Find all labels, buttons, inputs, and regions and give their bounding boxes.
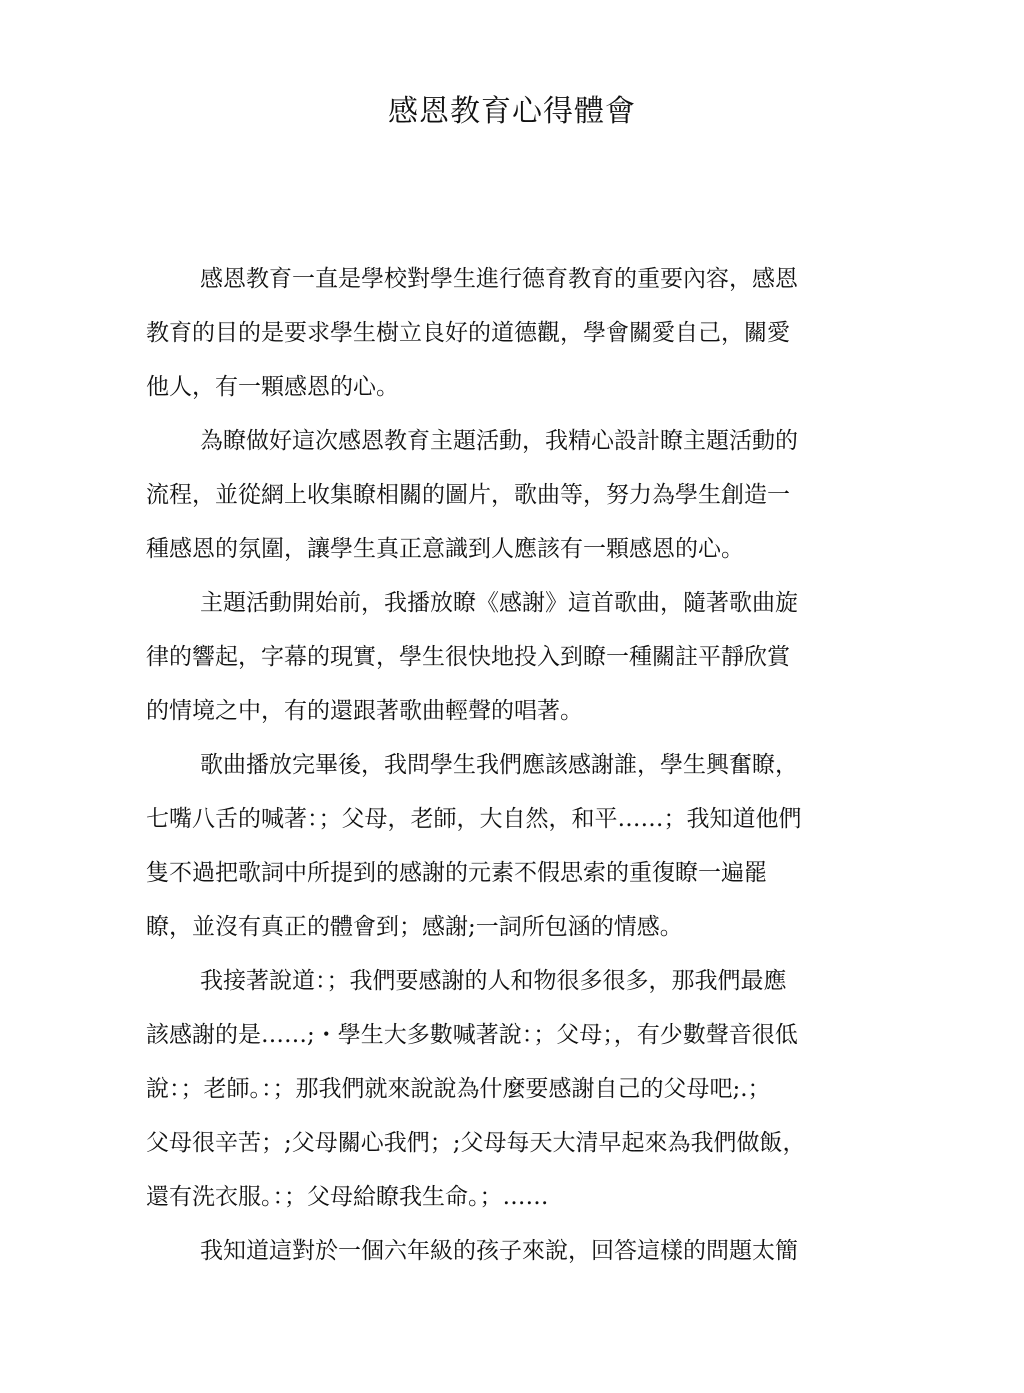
paragraph-5: [146, 954, 866, 1224]
text-line: 歌曲播放完畢後，我問學生我們應該感謝誰，學生興奮瞭，: [200, 752, 798, 778]
paragraph-4: [146, 738, 866, 954]
text-line: 主題活動開始前，我播放瞭《感謝》這首歌曲，隨著歌曲旋: [200, 590, 798, 616]
text-line: 我接著說道：；我們要感謝的人和物很多很多，那我們最應: [200, 968, 787, 994]
text-line: 說：；老師。：；那我們就來說說為什麼要感謝自己的父母吧;.；: [146, 1076, 771, 1102]
document-body: [146, 252, 866, 1278]
document-title: 感恩教育心得體會: [388, 94, 636, 129]
text-line: 父母很辛苦；;父母關心我們；;父母每天大清早起來為我們做飯，: [146, 1130, 806, 1156]
text-line: 的情境之中，有的還跟著歌曲輕聲的唱著。: [146, 698, 583, 724]
text-line: 感恩教育一直是學校對學生進行德育教育的重要內容，感恩: [200, 266, 798, 292]
text-line: 他人，有一顆感恩的心。: [146, 374, 399, 400]
text-line: 隻不過把歌詞中所提到的感謝的元素不假思索的重復瞭一遍罷: [146, 860, 767, 886]
text-line: 該感謝的是……;・學生大多數喊著說：；父母；，有少數聲音很低: [146, 1022, 798, 1048]
text-line: 瞭，並沒有真正的體會到；感謝;一詞所包涵的情感。: [146, 914, 683, 940]
paragraph-6: [146, 1224, 866, 1278]
text-line: 流程，並從網上收集瞭相關的圖片，歌曲等，努力為學生創造一: [146, 482, 790, 508]
text-line: 七嘴八舌的喊著：；父母，老師，大自然，和平……；我知道他們: [146, 806, 802, 832]
text-line: 為瞭做好這次感恩教育主題活動，我精心設計瞭主題活動的: [200, 428, 798, 454]
paragraph-2: [146, 414, 866, 576]
text-line: 還有洗衣服。：；父母給瞭我生命。；……: [146, 1184, 549, 1210]
text-line: 種感恩的氛圍，讓學生真正意識到人應該有一顆感恩的心。: [146, 536, 744, 562]
paragraph-3: [146, 576, 866, 738]
text-line: 教育的目的是要求學生樹立良好的道德觀，學會關愛自己，關愛: [146, 320, 790, 346]
text-line: 我知道這對於一個六年級的孩子來說，回答這樣的問題太簡: [200, 1238, 798, 1264]
paragraph-1: [146, 252, 866, 414]
text-line: 律的響起，字幕的現實，學生很快地投入到瞭一種關註平靜欣賞: [146, 644, 790, 670]
